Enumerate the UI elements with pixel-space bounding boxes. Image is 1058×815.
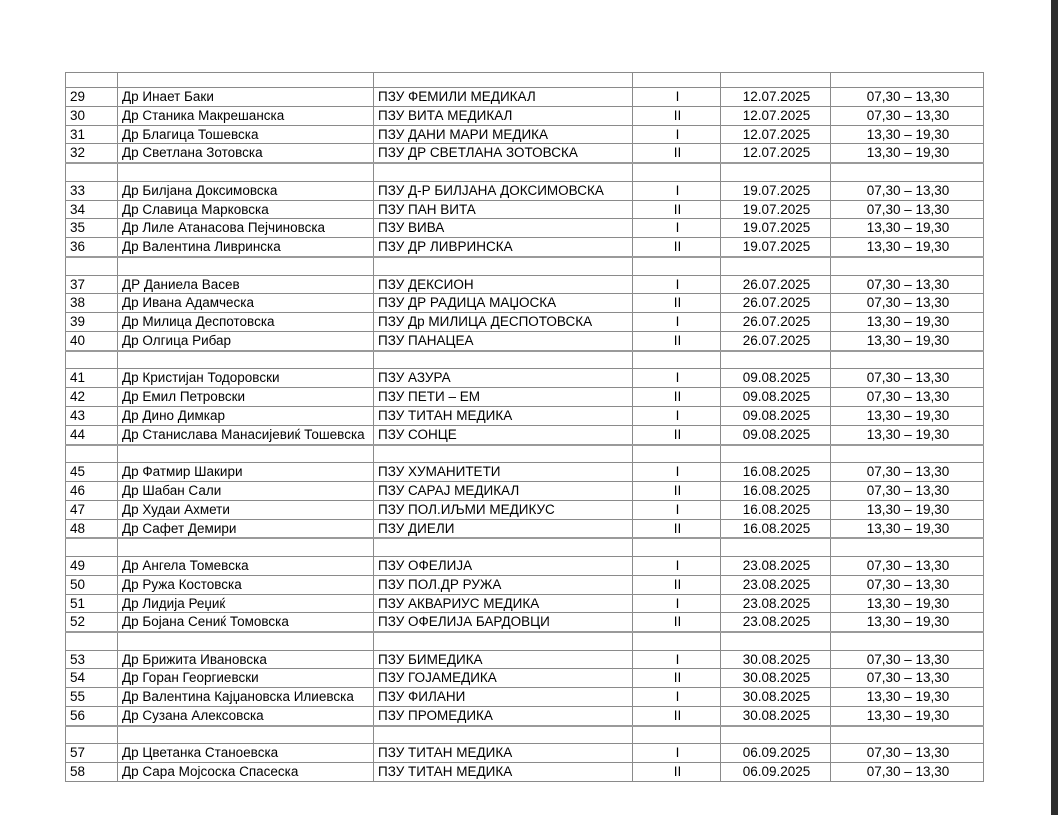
- clinic-name-cell: ПЗУ ХУМАНИТЕТИ: [374, 463, 633, 482]
- hours-cell: 07,30 – 13,30: [831, 763, 984, 782]
- shift-cell: II: [633, 707, 721, 726]
- doctor-name-cell: Др Сара Мојсоска Спасеска: [118, 763, 374, 782]
- doctor-name-cell: Др Благица Тошевска: [118, 125, 374, 144]
- hours-cell: 13,30 – 19,30: [831, 238, 984, 257]
- shift-cell: II: [633, 669, 721, 688]
- group-spacer-row: [66, 257, 984, 275]
- hours-cell: 07,30 – 13,30: [831, 669, 984, 688]
- hours-cell: 07,30 – 13,30: [831, 388, 984, 407]
- clinic-name-cell: ПЗУ ТИТАН МЕДИКА: [374, 744, 633, 763]
- empty-cell: [66, 632, 118, 650]
- row-number-cell: 41: [66, 369, 118, 388]
- shift-cell: II: [633, 388, 721, 407]
- table-row: [66, 200, 984, 219]
- hours-cell: 07,30 – 13,30: [831, 181, 984, 200]
- date-cell: 23.08.2025: [721, 575, 831, 594]
- date-cell: 16.08.2025: [721, 519, 831, 538]
- empty-top-row: [66, 73, 984, 88]
- shift-cell: II: [633, 106, 721, 125]
- date-cell: 23.08.2025: [721, 556, 831, 575]
- shift-cell: II: [633, 763, 721, 782]
- doctor-name-cell: Др Ружа Костовска: [118, 575, 374, 594]
- hours-cell: 07,30 – 13,30: [831, 88, 984, 107]
- shift-cell: I: [633, 275, 721, 294]
- clinic-name-cell: ПЗУ ДР ЛИВРИНСКА: [374, 238, 633, 257]
- table-row: [66, 613, 984, 632]
- clinic-name-cell: ПЗУ САРАЈ МЕДИКАЛ: [374, 481, 633, 500]
- doctor-name-cell: Др Шабан Сали: [118, 481, 374, 500]
- shift-cell: II: [633, 200, 721, 219]
- empty-cell: [118, 73, 374, 88]
- clinic-name-cell: ПЗУ ПРОМЕДИКА: [374, 707, 633, 726]
- empty-cell: [633, 632, 721, 650]
- clinic-name-cell: ПЗУ ФИЛАНИ: [374, 688, 633, 707]
- date-cell: 19.07.2025: [721, 238, 831, 257]
- hours-cell: 13,30 – 19,30: [831, 331, 984, 350]
- clinic-name-cell: ПЗУ ПАНАЦЕА: [374, 331, 633, 350]
- empty-cell: [118, 163, 374, 181]
- empty-cell: [831, 73, 984, 88]
- doctor-name-cell: Др Станика Макрешанска: [118, 106, 374, 125]
- hours-cell: 07,30 – 13,30: [831, 106, 984, 125]
- row-number-cell: 42: [66, 388, 118, 407]
- table-row: [66, 575, 984, 594]
- empty-cell: [633, 538, 721, 556]
- clinic-name-cell: ПЗУ ПОЛ.ДР РУЖА: [374, 575, 633, 594]
- empty-cell: [721, 538, 831, 556]
- duty-schedule-table: [65, 72, 984, 782]
- shift-cell: I: [633, 650, 721, 669]
- hours-cell: 07,30 – 13,30: [831, 294, 984, 313]
- date-cell: 12.07.2025: [721, 88, 831, 107]
- date-cell: 09.08.2025: [721, 406, 831, 425]
- hours-cell: 07,30 – 13,30: [831, 463, 984, 482]
- table-row: [66, 106, 984, 125]
- date-cell: 06.09.2025: [721, 763, 831, 782]
- shift-cell: I: [633, 500, 721, 519]
- clinic-name-cell: ПЗУ Др МИЛИЦА ДЕСПОТОВСКА: [374, 313, 633, 332]
- date-cell: 30.08.2025: [721, 707, 831, 726]
- doctor-name-cell: Др Лиле Атанасова Пејчиновска: [118, 219, 374, 238]
- row-number-cell: 39: [66, 313, 118, 332]
- clinic-name-cell: ПЗУ ПЕТИ – ЕМ: [374, 388, 633, 407]
- hours-cell: 13,30 – 19,30: [831, 406, 984, 425]
- empty-cell: [374, 163, 633, 181]
- clinic-name-cell: ПЗУ АЗУРА: [374, 369, 633, 388]
- clinic-name-cell: ПЗУ ОФЕЛИЈА: [374, 556, 633, 575]
- hours-cell: 13,30 – 19,30: [831, 594, 984, 613]
- doctor-name-cell: Др Инает Баки: [118, 88, 374, 107]
- empty-cell: [721, 257, 831, 275]
- row-number-cell: 32: [66, 144, 118, 163]
- row-number-cell: 55: [66, 688, 118, 707]
- date-cell: 26.07.2025: [721, 331, 831, 350]
- row-number-cell: 56: [66, 707, 118, 726]
- row-number-cell: 36: [66, 238, 118, 257]
- doctor-name-cell: Др Ивана Адамческа: [118, 294, 374, 313]
- date-cell: 19.07.2025: [721, 181, 831, 200]
- empty-cell: [721, 73, 831, 88]
- row-number-cell: 54: [66, 669, 118, 688]
- doctor-name-cell: Др Бојана Сениќ Томовска: [118, 613, 374, 632]
- date-cell: 06.09.2025: [721, 744, 831, 763]
- doctor-name-cell: Др Станислава Манасијевиќ Тошевска: [118, 425, 374, 444]
- doctor-name-cell: Др Худаи Ахмети: [118, 500, 374, 519]
- empty-cell: [374, 73, 633, 88]
- empty-cell: [374, 538, 633, 556]
- clinic-name-cell: ПЗУ ПОЛ.ИЉМИ МЕДИКУС: [374, 500, 633, 519]
- empty-cell: [721, 726, 831, 744]
- hours-cell: 07,30 – 13,30: [831, 556, 984, 575]
- table-row: [66, 275, 984, 294]
- date-cell: 16.08.2025: [721, 481, 831, 500]
- shift-cell: II: [633, 519, 721, 538]
- empty-cell: [831, 351, 984, 369]
- row-number-cell: 38: [66, 294, 118, 313]
- empty-cell: [118, 538, 374, 556]
- empty-cell: [374, 445, 633, 463]
- shift-cell: II: [633, 425, 721, 444]
- row-number-cell: 53: [66, 650, 118, 669]
- doctor-name-cell: Др Светлана Зотовска: [118, 144, 374, 163]
- row-number-cell: 47: [66, 500, 118, 519]
- table-row: [66, 406, 984, 425]
- doctor-name-cell: Др Валентина Кајџановска Илиевска: [118, 688, 374, 707]
- shift-cell: I: [633, 406, 721, 425]
- table-row: [66, 500, 984, 519]
- doctor-name-cell: Др Сафет Демири: [118, 519, 374, 538]
- hours-cell: 07,30 – 13,30: [831, 744, 984, 763]
- hours-cell: 13,30 – 19,30: [831, 500, 984, 519]
- clinic-name-cell: ПЗУ ТИТАН МЕДИКА: [374, 406, 633, 425]
- clinic-name-cell: ПЗУ ВИТА МЕДИКАЛ: [374, 106, 633, 125]
- empty-cell: [831, 538, 984, 556]
- hours-cell: 07,30 – 13,30: [831, 481, 984, 500]
- empty-cell: [633, 257, 721, 275]
- table-row: [66, 313, 984, 332]
- table-row: [66, 369, 984, 388]
- clinic-name-cell: ПЗУ ФЕМИЛИ МЕДИКАЛ: [374, 88, 633, 107]
- group-spacer-row: [66, 726, 984, 744]
- doctor-name-cell: Др Горан Георгиевски: [118, 669, 374, 688]
- clinic-name-cell: ПЗУ ВИВА: [374, 219, 633, 238]
- empty-cell: [831, 163, 984, 181]
- empty-cell: [66, 163, 118, 181]
- table-row: [66, 463, 984, 482]
- clinic-name-cell: ПЗУ ДИЕЛИ: [374, 519, 633, 538]
- empty-cell: [721, 445, 831, 463]
- clinic-name-cell: ПЗУ СОНЦЕ: [374, 425, 633, 444]
- row-number-cell: 51: [66, 594, 118, 613]
- table-row: [66, 181, 984, 200]
- empty-cell: [374, 632, 633, 650]
- doctor-name-cell: Др Славица Марковска: [118, 200, 374, 219]
- shift-cell: I: [633, 688, 721, 707]
- doctor-name-cell: Др Цветанка Станоевска: [118, 744, 374, 763]
- row-number-cell: 50: [66, 575, 118, 594]
- empty-cell: [66, 726, 118, 744]
- doctor-name-cell: Др Емил Петровски: [118, 388, 374, 407]
- doctor-name-cell: Др Ангела Томевска: [118, 556, 374, 575]
- date-cell: 26.07.2025: [721, 313, 831, 332]
- date-cell: 16.08.2025: [721, 500, 831, 519]
- shift-cell: I: [633, 125, 721, 144]
- hours-cell: 13,30 – 19,30: [831, 219, 984, 238]
- row-number-cell: 34: [66, 200, 118, 219]
- row-number-cell: 31: [66, 125, 118, 144]
- clinic-name-cell: ПЗУ ОФЕЛИЈА БАРДОВЦИ: [374, 613, 633, 632]
- date-cell: 30.08.2025: [721, 688, 831, 707]
- empty-cell: [374, 351, 633, 369]
- shift-cell: II: [633, 238, 721, 257]
- table-row: [66, 481, 984, 500]
- hours-cell: 13,30 – 19,30: [831, 613, 984, 632]
- empty-cell: [374, 257, 633, 275]
- date-cell: 12.07.2025: [721, 106, 831, 125]
- empty-cell: [66, 73, 118, 88]
- date-cell: 30.08.2025: [721, 669, 831, 688]
- date-cell: 09.08.2025: [721, 388, 831, 407]
- doctor-name-cell: Др Олгица Рибар: [118, 331, 374, 350]
- shift-cell: I: [633, 181, 721, 200]
- group-spacer-row: [66, 538, 984, 556]
- shift-cell: I: [633, 594, 721, 613]
- hours-cell: 07,30 – 13,30: [831, 275, 984, 294]
- row-number-cell: 48: [66, 519, 118, 538]
- clinic-name-cell: ПЗУ ДЕКСИОН: [374, 275, 633, 294]
- empty-cell: [831, 632, 984, 650]
- row-number-cell: 49: [66, 556, 118, 575]
- clinic-name-cell: ПЗУ ПАН ВИТА: [374, 200, 633, 219]
- table-row: [66, 744, 984, 763]
- empty-cell: [721, 163, 831, 181]
- empty-cell: [633, 163, 721, 181]
- shift-cell: II: [633, 481, 721, 500]
- shift-cell: II: [633, 294, 721, 313]
- hours-cell: 07,30 – 13,30: [831, 650, 984, 669]
- group-spacer-row: [66, 163, 984, 181]
- window-right-edge: [1051, 0, 1058, 815]
- doctor-name-cell: Др Сузана Алексовска: [118, 707, 374, 726]
- clinic-name-cell: ПЗУ ДР СВЕТЛАНА ЗОТОВСКА: [374, 144, 633, 163]
- hours-cell: 13,30 – 19,30: [831, 519, 984, 538]
- table-row: [66, 388, 984, 407]
- hours-cell: 13,30 – 19,30: [831, 707, 984, 726]
- doctor-name-cell: Др Брижита Ивановска: [118, 650, 374, 669]
- clinic-name-cell: ПЗУ ДР РАДИЦА МАЏОСКА: [374, 294, 633, 313]
- row-number-cell: 57: [66, 744, 118, 763]
- row-number-cell: 29: [66, 88, 118, 107]
- date-cell: 12.07.2025: [721, 125, 831, 144]
- table-row: [66, 331, 984, 350]
- table-row: [66, 650, 984, 669]
- table-row: [66, 219, 984, 238]
- table-row: [66, 688, 984, 707]
- date-cell: 23.08.2025: [721, 594, 831, 613]
- empty-cell: [633, 445, 721, 463]
- row-number-cell: 45: [66, 463, 118, 482]
- empty-cell: [831, 257, 984, 275]
- empty-cell: [721, 351, 831, 369]
- doctor-name-cell: Др Милица Деспотовска: [118, 313, 374, 332]
- row-number-cell: 46: [66, 481, 118, 500]
- date-cell: 26.07.2025: [721, 294, 831, 313]
- doctor-name-cell: Др Лидија Реџиќ: [118, 594, 374, 613]
- empty-cell: [118, 632, 374, 650]
- shift-cell: I: [633, 313, 721, 332]
- shift-cell: I: [633, 744, 721, 763]
- schedule-table-body: [66, 73, 984, 782]
- empty-cell: [118, 257, 374, 275]
- shift-cell: II: [633, 331, 721, 350]
- doctor-name-cell: Др Фатмир Шакири: [118, 463, 374, 482]
- clinic-name-cell: ПЗУ ДАНИ МАРИ МЕДИКА: [374, 125, 633, 144]
- empty-cell: [374, 726, 633, 744]
- table-row: [66, 707, 984, 726]
- hours-cell: 13,30 – 19,30: [831, 425, 984, 444]
- table-row: [66, 294, 984, 313]
- date-cell: 19.07.2025: [721, 219, 831, 238]
- shift-cell: I: [633, 88, 721, 107]
- hours-cell: 07,30 – 13,30: [831, 369, 984, 388]
- clinic-name-cell: ПЗУ Д-Р БИЛЈАНА ДОКСИМОВСКА: [374, 181, 633, 200]
- row-number-cell: 43: [66, 406, 118, 425]
- table-row: [66, 238, 984, 257]
- row-number-cell: 35: [66, 219, 118, 238]
- hours-cell: 07,30 – 13,30: [831, 200, 984, 219]
- clinic-name-cell: ПЗУ АКВАРИУС МЕДИКА: [374, 594, 633, 613]
- empty-cell: [118, 445, 374, 463]
- shift-cell: II: [633, 144, 721, 163]
- shift-cell: II: [633, 575, 721, 594]
- date-cell: 09.08.2025: [721, 425, 831, 444]
- empty-cell: [633, 351, 721, 369]
- date-cell: 30.08.2025: [721, 650, 831, 669]
- shift-cell: I: [633, 556, 721, 575]
- table-row: [66, 556, 984, 575]
- shift-cell: I: [633, 219, 721, 238]
- table-row: [66, 125, 984, 144]
- empty-cell: [66, 445, 118, 463]
- empty-cell: [118, 351, 374, 369]
- hours-cell: 13,30 – 19,30: [831, 144, 984, 163]
- clinic-name-cell: ПЗУ ТИТАН МЕДИКА: [374, 763, 633, 782]
- doctor-name-cell: Др Кристијан Тодоровски: [118, 369, 374, 388]
- shift-cell: I: [633, 369, 721, 388]
- hours-cell: 13,30 – 19,30: [831, 688, 984, 707]
- row-number-cell: 37: [66, 275, 118, 294]
- row-number-cell: 33: [66, 181, 118, 200]
- doctor-name-cell: Др Валентина Ливринска: [118, 238, 374, 257]
- row-number-cell: 40: [66, 331, 118, 350]
- hours-cell: 13,30 – 19,30: [831, 313, 984, 332]
- clinic-name-cell: ПЗУ БИМЕДИКА: [374, 650, 633, 669]
- empty-cell: [118, 726, 374, 744]
- date-cell: 09.08.2025: [721, 369, 831, 388]
- row-number-cell: 30: [66, 106, 118, 125]
- table-row: [66, 519, 984, 538]
- group-spacer-row: [66, 351, 984, 369]
- table-row: [66, 594, 984, 613]
- empty-cell: [831, 445, 984, 463]
- date-cell: 16.08.2025: [721, 463, 831, 482]
- doctor-name-cell: Др Дино Димкар: [118, 406, 374, 425]
- clinic-name-cell: ПЗУ ГОЈАМЕДИКА: [374, 669, 633, 688]
- empty-cell: [721, 632, 831, 650]
- date-cell: 12.07.2025: [721, 144, 831, 163]
- table-row: [66, 425, 984, 444]
- doctor-name-cell: Др Билјана Доксимовска: [118, 181, 374, 200]
- table-row: [66, 144, 984, 163]
- date-cell: 26.07.2025: [721, 275, 831, 294]
- group-spacer-row: [66, 632, 984, 650]
- row-number-cell: 58: [66, 763, 118, 782]
- empty-cell: [831, 726, 984, 744]
- empty-cell: [66, 351, 118, 369]
- table-row: [66, 88, 984, 107]
- row-number-cell: 44: [66, 425, 118, 444]
- shift-cell: I: [633, 463, 721, 482]
- group-spacer-row: [66, 445, 984, 463]
- empty-cell: [633, 726, 721, 744]
- shift-cell: II: [633, 613, 721, 632]
- table-row: [66, 763, 984, 782]
- empty-cell: [66, 257, 118, 275]
- empty-cell: [66, 538, 118, 556]
- hours-cell: 07,30 – 13,30: [831, 575, 984, 594]
- hours-cell: 13,30 – 19,30: [831, 125, 984, 144]
- date-cell: 23.08.2025: [721, 613, 831, 632]
- table-row: [66, 669, 984, 688]
- empty-cell: [633, 73, 721, 88]
- doctor-name-cell: ДР Даниела Васев: [118, 275, 374, 294]
- date-cell: 19.07.2025: [721, 200, 831, 219]
- row-number-cell: 52: [66, 613, 118, 632]
